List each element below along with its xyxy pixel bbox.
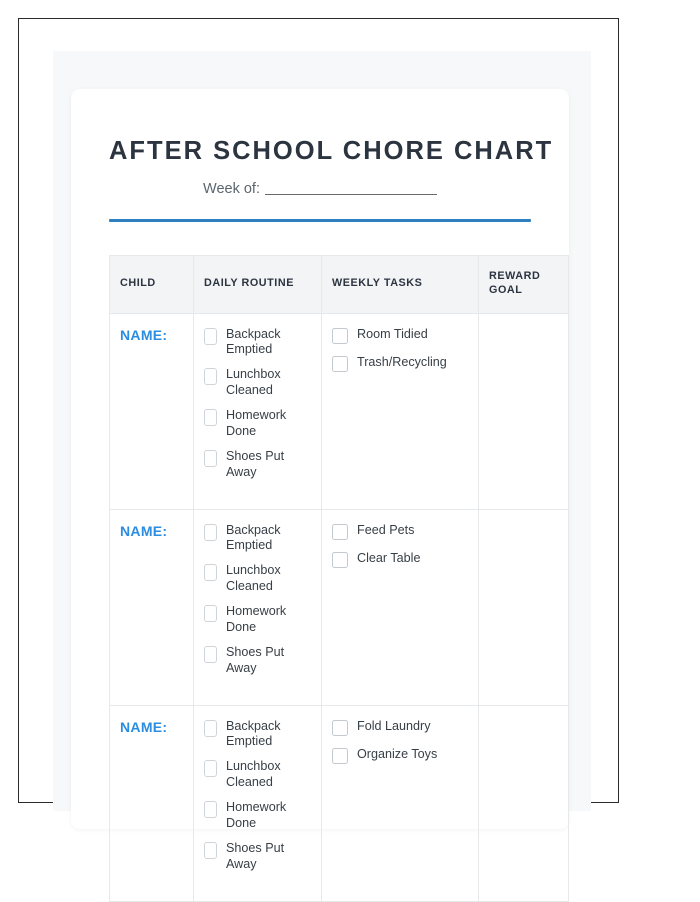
table-row xyxy=(110,705,569,901)
list-item[interactable] xyxy=(204,800,311,832)
table-header-row xyxy=(110,255,569,313)
checkbox-icon[interactable] xyxy=(332,356,348,372)
cell-reward-goal[interactable] xyxy=(479,509,569,705)
list-item[interactable] xyxy=(204,367,311,399)
list-item-label: Fold Laundry xyxy=(357,718,431,733)
cell-reward-goal[interactable] xyxy=(479,313,569,509)
checkbox-icon[interactable] xyxy=(204,842,217,859)
list-item-label: Homework Done xyxy=(226,603,287,634)
column-header-daily-routine: DAILY ROUTINE xyxy=(194,255,322,313)
document-viewport-frame xyxy=(18,18,619,871)
table-row xyxy=(110,509,569,705)
list-item[interactable] xyxy=(204,449,311,481)
checkbox-icon[interactable] xyxy=(332,720,348,736)
list-item-label: Lunchbox Cleaned xyxy=(226,367,281,398)
list-item-label: Backpack Emptied xyxy=(226,522,281,553)
page-title: AFTER SCHOOL CHORE CHART xyxy=(109,137,554,165)
list-item[interactable] xyxy=(332,747,468,764)
chore-table-body xyxy=(110,313,569,901)
list-item-label: Backpack Emptied xyxy=(226,326,281,357)
checkbox-icon[interactable] xyxy=(204,564,217,581)
daily-routine-list xyxy=(204,523,311,677)
column-header-weekly-tasks: WEEKLY TASKS xyxy=(322,255,479,313)
list-item-label: Shoes Put Away xyxy=(226,840,285,871)
list-item[interactable] xyxy=(204,408,311,440)
list-item-label: Lunchbox Cleaned xyxy=(226,563,281,594)
checkbox-icon[interactable] xyxy=(332,748,348,764)
checkbox-icon[interactable] xyxy=(332,524,348,540)
list-item-label: Feed Pets xyxy=(357,522,415,537)
chore-table-header xyxy=(110,255,569,313)
list-item-label: Shoes Put Away xyxy=(226,644,285,675)
list-item[interactable] xyxy=(204,523,311,555)
list-item[interactable] xyxy=(332,719,468,736)
name-label: NAME: xyxy=(120,718,168,735)
checkbox-icon[interactable] xyxy=(204,646,217,663)
checkbox-icon[interactable] xyxy=(204,368,217,385)
list-item[interactable] xyxy=(204,759,311,791)
cell-daily-routine xyxy=(194,509,322,705)
checkbox-icon[interactable] xyxy=(204,760,217,777)
list-item-label: Room Tidied xyxy=(357,326,428,341)
cell-daily-routine xyxy=(194,313,322,509)
name-label: NAME: xyxy=(120,522,168,539)
table-row xyxy=(110,313,569,509)
list-item[interactable] xyxy=(332,327,468,344)
list-item[interactable] xyxy=(332,355,468,372)
checkbox-icon[interactable] xyxy=(204,328,217,345)
checkbox-icon[interactable] xyxy=(204,720,217,737)
list-item-label: Trash/Recycling xyxy=(357,354,447,369)
chore-chart-sheet xyxy=(71,89,569,871)
checkbox-icon[interactable] xyxy=(204,605,217,622)
cell-weekly-tasks xyxy=(322,705,479,901)
cell-child xyxy=(110,313,194,509)
list-item[interactable] xyxy=(332,551,468,568)
cell-weekly-tasks xyxy=(322,509,479,705)
list-item-label: Backpack Emptied xyxy=(226,718,281,749)
week-of-line xyxy=(109,181,531,197)
cell-child xyxy=(110,705,194,901)
list-item-label: Lunchbox Cleaned xyxy=(226,759,281,790)
list-item[interactable] xyxy=(204,563,311,595)
cell-weekly-tasks xyxy=(322,313,479,509)
week-of-input[interactable] xyxy=(265,182,437,195)
daily-routine-list xyxy=(204,719,311,873)
list-item-label: Organize Toys xyxy=(357,746,438,761)
checkbox-icon[interactable] xyxy=(204,524,217,541)
list-item[interactable] xyxy=(204,327,311,359)
week-of-label: Week of: xyxy=(203,181,260,198)
list-item-label: Shoes Put Away xyxy=(226,448,285,479)
column-header-reward-goal: REWARD GOAL xyxy=(479,255,569,313)
name-label: NAME: xyxy=(120,326,168,343)
list-item[interactable] xyxy=(204,604,311,636)
cell-daily-routine xyxy=(194,705,322,901)
list-item[interactable] xyxy=(204,719,311,751)
checkbox-icon[interactable] xyxy=(204,450,217,467)
weekly-tasks-list xyxy=(332,327,468,372)
checkbox-icon[interactable] xyxy=(332,328,348,344)
list-item-label: Homework Done xyxy=(226,407,287,438)
checkbox-icon[interactable] xyxy=(332,552,348,568)
cell-reward-goal[interactable] xyxy=(479,705,569,901)
cell-child xyxy=(110,509,194,705)
list-item[interactable] xyxy=(204,841,311,873)
list-item[interactable] xyxy=(332,523,468,540)
accent-divider xyxy=(109,219,531,222)
column-header-child: CHILD xyxy=(110,255,194,313)
weekly-tasks-list xyxy=(332,719,468,764)
weekly-tasks-list xyxy=(332,523,468,568)
chore-table xyxy=(109,255,569,902)
checkbox-icon[interactable] xyxy=(204,409,217,426)
list-item-label: Homework Done xyxy=(226,799,287,830)
list-item-label: Clear Table xyxy=(357,550,421,565)
daily-routine-list xyxy=(204,327,311,481)
list-item[interactable] xyxy=(204,645,311,677)
checkbox-icon[interactable] xyxy=(204,801,217,818)
